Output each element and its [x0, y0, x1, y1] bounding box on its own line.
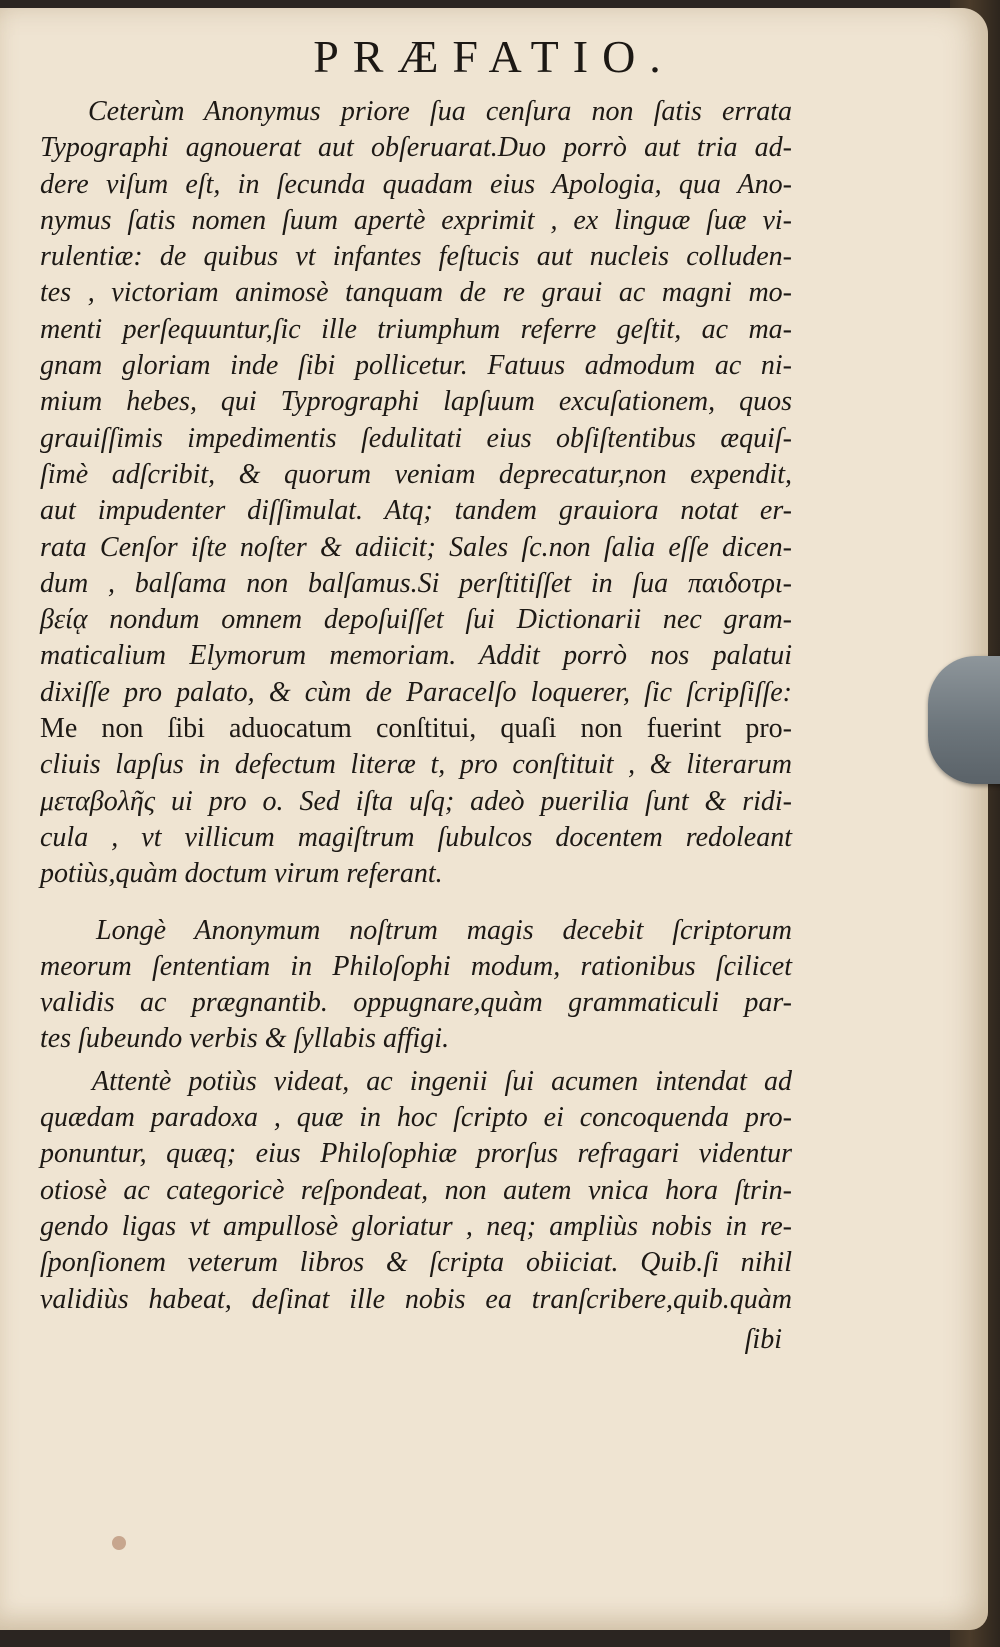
text-line: cliuis lapſus in defectum literæ t, pro conſtituit , & literarum [40, 749, 792, 781]
text-line: potiùs,quàm doctum virum referant. [40, 858, 443, 890]
text-line: rata Cenſor iſte noſter & adiicit; Sales ſc.non ſalia eſſe dicen- [40, 531, 792, 563]
catchword: ſibi [744, 1323, 782, 1355]
text-line: Longè Anonymum noſtrum magis decebit ſcriptorum [96, 914, 792, 946]
text-line: rulentiæ: de quibus vt infantes feſtucis aut nucleis colluden- [40, 241, 792, 273]
running-head: PRÆFATIO. [313, 31, 675, 82]
text-line: tes ſubeundo verbis & ſyllabis affigi. [40, 1023, 450, 1055]
text-line: dum , balſama non balſamus.Si perſtitiſſet in ſua παιδοτρι- [40, 567, 792, 599]
text-line: otiosè ac categoricè reſpondeat, non autem vnica hora ſtrin- [40, 1174, 792, 1206]
text-line: quædam paradoxa , quæ in hoc ſcripto ei concoquenda pro- [40, 1102, 792, 1134]
paragraph-gap [40, 893, 792, 913]
text-line: cula , vt villicum magiſtrum ſubulcos docentem redoleant [40, 821, 792, 853]
text-line: validiùs habeat, deſinat ille nobis ea tranſcribere,quib.quàm [40, 1283, 792, 1315]
text-line: gnam gloriam inde ſibi pollicetur. Fatuus admodum ac ni- [40, 350, 792, 382]
ink-stain [112, 1536, 126, 1550]
text-line: maticalium Elymorum memoriam. Addit porrò nos palatui [40, 640, 792, 672]
text-line: grauiſſimis impedimentis ſedulitati eius obſiſtentibus æquiſ- [40, 422, 792, 454]
page-clip [928, 656, 1000, 784]
text-line: meorum ſententiam in Philoſophi modum, rationibus ſcilicet [40, 950, 792, 982]
text-line: Typographi agnouerat aut obſeruarat.Duo porrò aut tria ad- [40, 132, 792, 164]
text-line: menti perſequuntur,ſic ille triumphum referre geſtit, ac ma- [40, 313, 792, 345]
text-line: μεταβολῆς ui pro o. Sed iſta uſq; adeò puerilia ſunt & ridi- [40, 785, 792, 817]
text-line: validis ac prægnantib. oppugnare,quàm grammaticuli par- [40, 987, 792, 1019]
text-line: tes , victoriam animosè tanquam de re graui ac magni mo- [40, 277, 792, 309]
text-line: nymus ſatis nomen ſuum apertè exprimit , ex linguæ ſuæ vi- [40, 204, 792, 236]
text-line: dixiſſe pro palato, & cùm de Paracelſo loquerer, ſic ſcripſiſſe: [40, 676, 792, 708]
text-line: Attentè potiùs videat, ac ingenii ſui acumen intendat ad [92, 1065, 792, 1097]
text-line: mium hebes, qui Typrographi lapſuum excuſationem, quos [40, 386, 792, 418]
text-line: gendo ligas vt ampullosè gloriatur , neq; ampliùs nobis in re- [40, 1210, 792, 1242]
text-line: ſponſionem veterum libros & ſcripta obiiciat. Quib.ſi nihil [40, 1247, 792, 1279]
text-line: ſimè adſcribit, & quorum veniam deprecatur,non expendit, [40, 458, 792, 490]
page-sheet [0, 8, 988, 1630]
body-text [40, 94, 792, 1358]
paragraph-2 [40, 913, 792, 1058]
text-line: aut impudenter diſſimulat. Atq; tandem grauiora notat er- [40, 495, 792, 527]
text-line: ponuntur, quæq; eius Philoſophiæ prorſus refragari videntur [40, 1138, 792, 1170]
text-line: Ceterùm Anonymus priore ſua cenſura non ſatis errata [88, 96, 792, 127]
text-line: dere viſum eſt, in ſecunda quadam eius Apologia, qua Ano- [40, 168, 792, 200]
paragraph-3 [40, 1064, 792, 1318]
text-line: βείᾳ nondum omnem depoſuiſſet ſui Dictionarii nec gram- [40, 604, 792, 636]
text-line: Me non ſibi aduocatum conſtitui, quaſi non fuerint pro- [40, 713, 792, 745]
paragraph-1 [40, 94, 792, 893]
